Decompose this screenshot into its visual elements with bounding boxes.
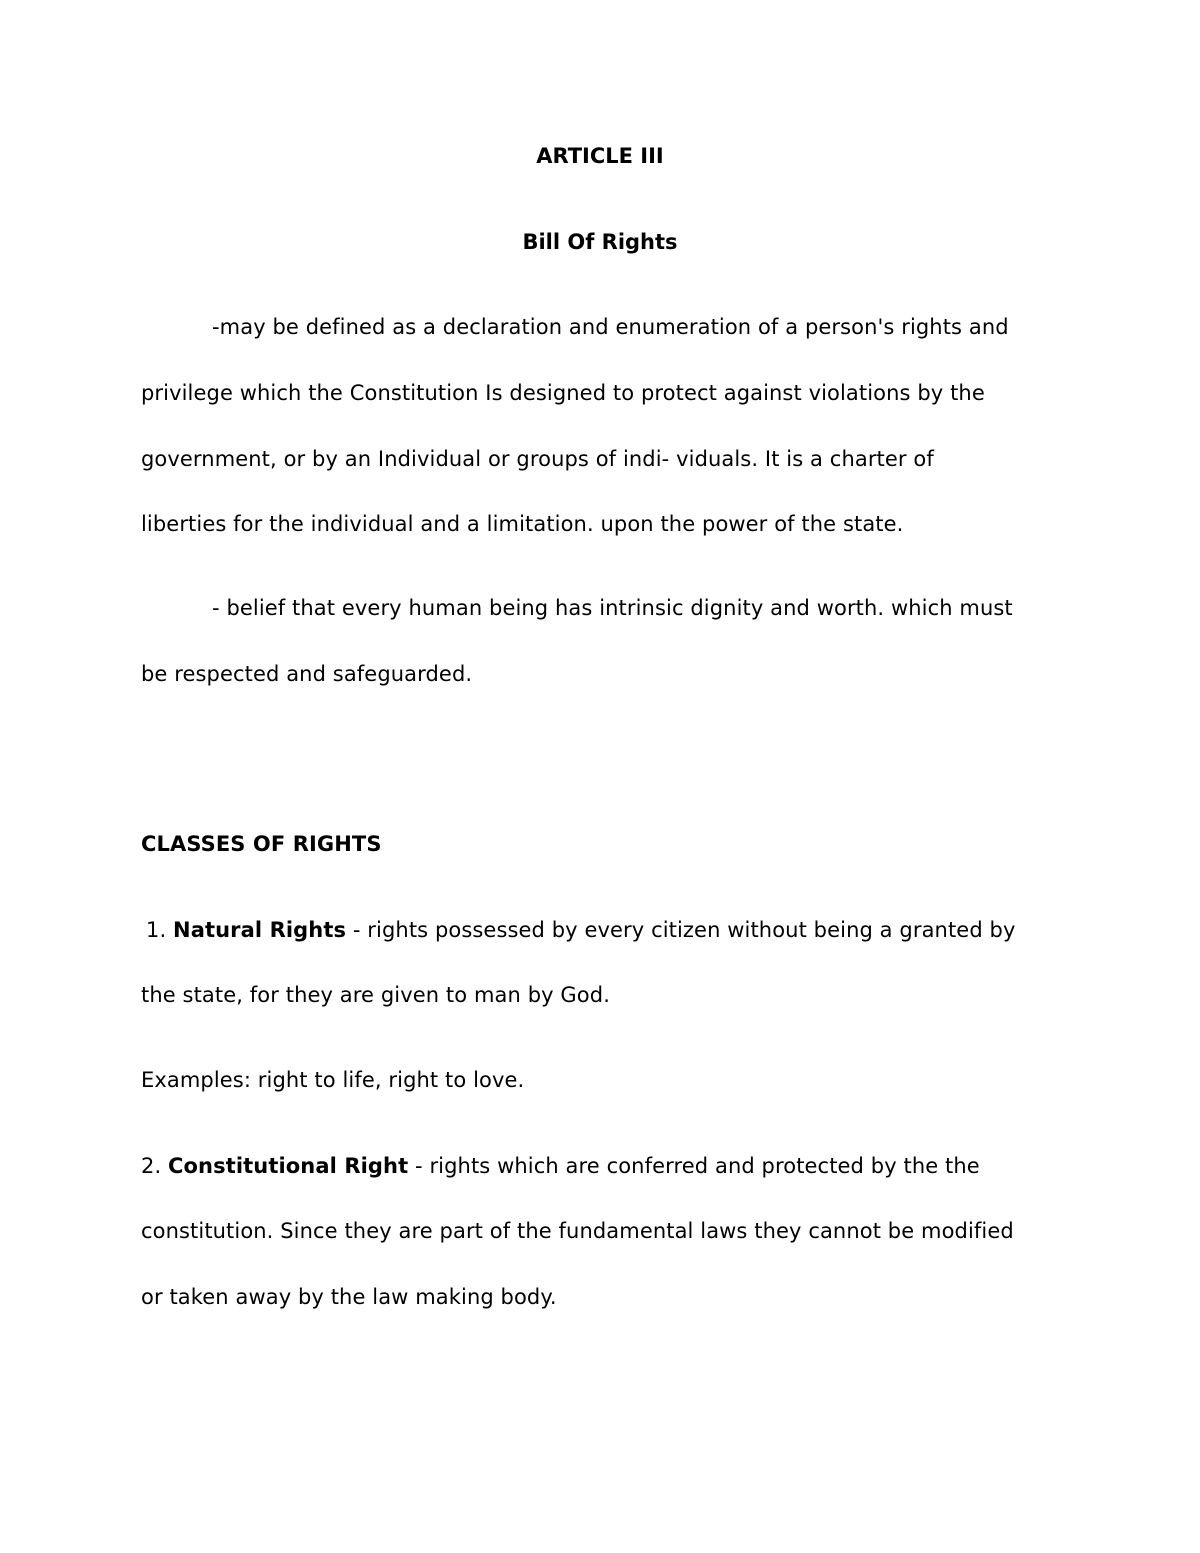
definition-line-4: liberties for the individual and a limitation. upon the power of the state.	[141, 512, 904, 536]
article-title: ARTICLE III	[536, 144, 664, 168]
natural-rights-line-2: the state, for they are given to man by God.	[141, 983, 610, 1007]
constitutional-right-line-1	[141, 1154, 980, 1178]
natural-rights-examples: Examples: right to life, right to love.	[141, 1068, 525, 1092]
constitutional-right-line-2: constitution. Since they are part of the fundamental laws they cannot be modified	[141, 1219, 1014, 1243]
constitutional-right-line-3: or taken away by the law making body.	[141, 1285, 557, 1309]
article-subtitle: Bill Of Rights	[522, 230, 678, 254]
constitutional-right-term: Constitutional Right	[168, 1154, 409, 1178]
definition-line-1: -may be defined as a declaration and enumeration of a person's rights and	[212, 315, 1009, 339]
definition-line-2: privilege which the Constitution Is designed to protect against violations by the	[141, 381, 985, 405]
natural-rights-line-1	[146, 918, 1016, 942]
classes-heading: CLASSES OF RIGHTS	[141, 832, 382, 856]
belief-line-2: be respected and safeguarded.	[141, 662, 473, 686]
constitutional-right-number: 2.	[141, 1154, 169, 1178]
constitutional-right-definition: - rights which are conferred and protected by the the	[408, 1154, 980, 1178]
natural-rights-number: 1.	[146, 918, 174, 942]
belief-line-1: - belief that every human being has intrinsic dignity and worth. which must	[212, 596, 1013, 620]
definition-line-3: government, or by an Individual or groups of indi- viduals. It is a charter of	[141, 447, 934, 471]
natural-rights-definition: - rights possessed by every citizen without being a granted by	[346, 918, 1016, 942]
natural-rights-term: Natural Rights	[173, 918, 347, 942]
